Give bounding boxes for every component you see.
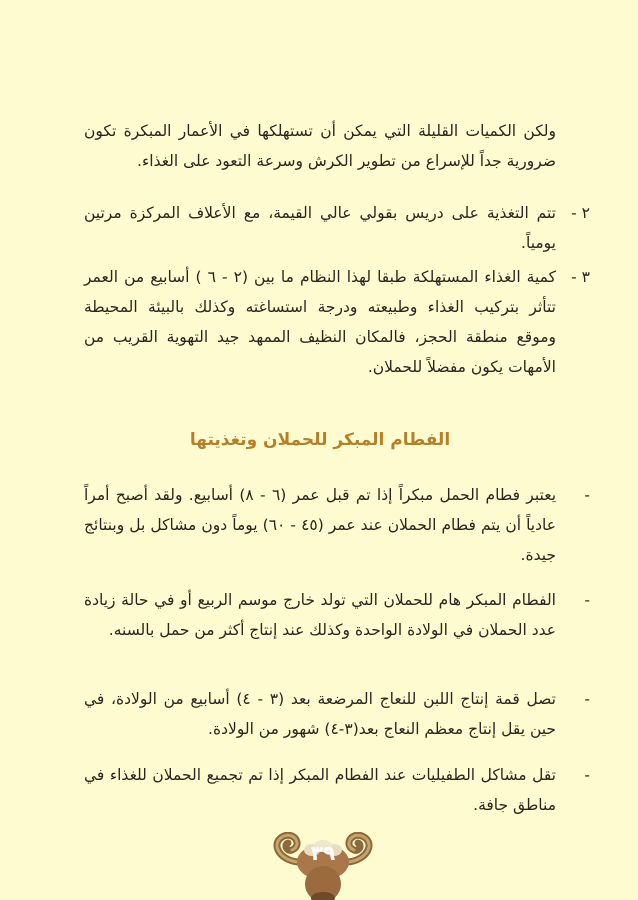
item-marker: ٢ - <box>571 204 590 222</box>
numbered-item-2 <box>84 198 590 258</box>
bullet-item <box>84 480 590 570</box>
bullet-text: الفطام المبكر هام للحملان التي تولد خارج موسم الربيع أو في حالة زيادة عدد الحملان في الولادة الواحدة وكذلك عند إنتاج أكثر من حمل بالسنه. <box>84 591 556 639</box>
item-text: تتم التغذية على دريس بقولي عالي القيمة، مع الأعلاف المركزة مرتين يومياً. <box>84 204 556 252</box>
item-marker: ٣ - <box>571 268 590 286</box>
section-heading: الفطام المبكر للحملان وتغذيتها <box>189 430 451 450</box>
bullet-text: تقل مشاكل الطفيليات عند الفطام المبكر إذا تم تجميع الحملان للغذاء في مناطق جافة. <box>84 766 556 814</box>
intro-paragraph: ولكن الكميات القليلة التي يمكن أن تستهلكها في الأعمار المبكرة تكون ضرورية جداً للإسراع من تطوير الكرش وسرعة التعود على الغذاء. <box>84 122 556 170</box>
bullet-text: تصل قمة إنتاج اللبن للنعاج المرضعة بعد (٣ - ٤) أسابيع من الولادة، في حين يقل إنتاج معظم النعاج بعد(٣-٤) شهور من الولادة. <box>84 690 556 738</box>
bullet-marker: - <box>584 591 590 609</box>
bullet-item <box>84 760 590 820</box>
numbered-item-3 <box>84 262 590 382</box>
bullet-text: يعتبر فطام الحمل مبكراً إذا تم قبل عمر (٦ - ٨) أسابيع. ولقد أصبح أمراً عادياً أن يتم فطام الحملان عند عمر (٤٥ - ٦٠) يوماً دون مشاكل بل وبنتائج جيدة. <box>84 486 557 564</box>
bullet-item <box>84 684 590 744</box>
bullet-marker: - <box>584 486 590 504</box>
item-text: كمية الغذاء المستهلكة طبقا لهذا النظام ما بين (٢ - ٦ ) أسابيع من العمر تتأثر بتركيب الغذاء وطبيعته ودرجة استساغته وكذلك بالبيئة المحيطة وموقع منطقة الحجز، فالمكان النظيف الممهد جيد التهوية القريب من الأمهات يكون مفضلاً للحملان. <box>84 268 556 376</box>
bullet-item <box>84 585 590 645</box>
bullet-marker: - <box>584 766 590 784</box>
bullet-marker: - <box>584 690 590 708</box>
page-number: ٣٩ <box>310 841 336 865</box>
